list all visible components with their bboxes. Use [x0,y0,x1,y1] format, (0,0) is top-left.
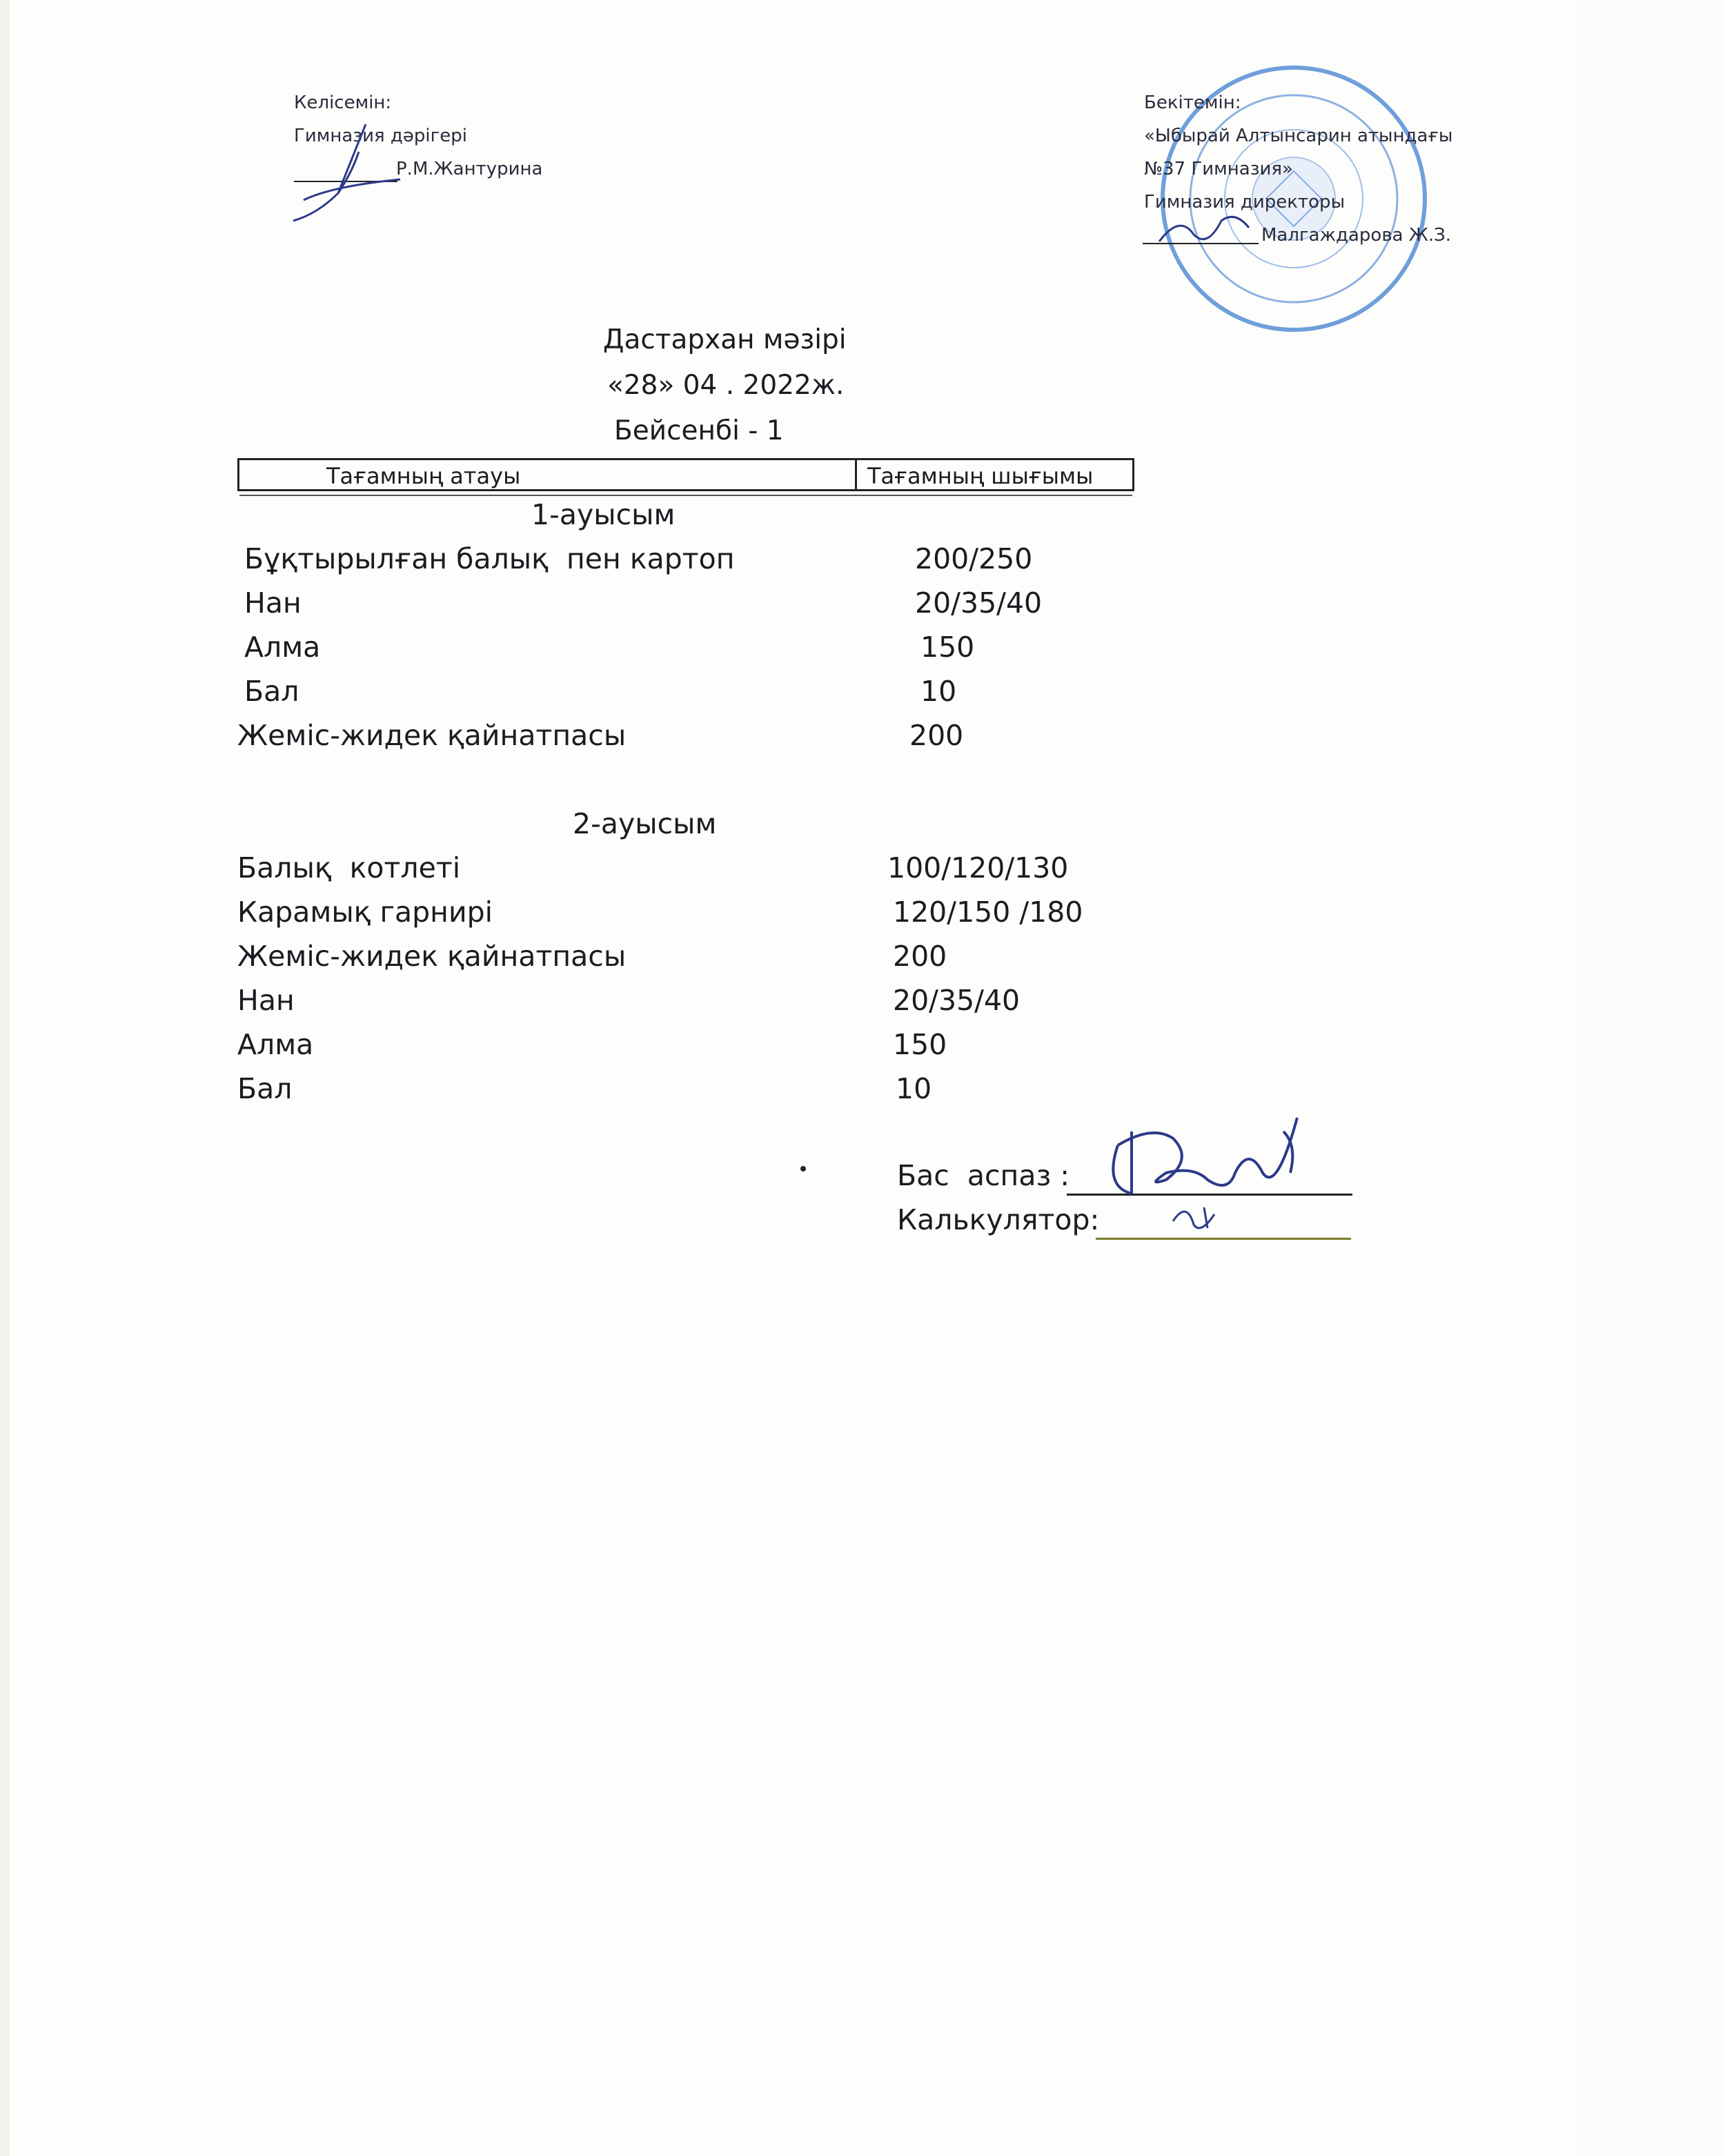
dish-name: Нан [237,984,295,1017]
dish-yield: 150 [893,1028,947,1061]
calculator-label: Калькулятор: [897,1203,1100,1236]
dish-name: Жеміс-жидек қайнатпасы [237,940,627,973]
dish-yield: 100/120/130 [887,851,1069,884]
approval-left-label: Келісемін: [294,92,392,113]
column-name-header: Тағамның атауы [326,463,521,489]
shift1-title: 1-ауысым [531,498,676,531]
column-yield-header: Тағамның шығымы [867,463,1094,489]
calculator-sign-line [1096,1238,1351,1240]
approval-right-org: «Ыбырай Алтынсарин атындағы [1144,126,1453,146]
scan-edge-right [1577,0,1725,2156]
dish-yield: 200/250 [915,542,1033,575]
table-underline [239,495,1132,496]
approval-right-org2: №37 Гимназия» [1144,159,1293,179]
approval-left-name: Р.М.Жантурина [396,159,543,179]
dish-yield: 200 [909,719,964,752]
menu-title: Дастархан мәзірі [603,324,847,355]
dish-yield: 20/35/40 [893,984,1021,1017]
doctor-signature [290,110,414,235]
dish-yield: 20/35/40 [915,586,1043,620]
dish-name: Карамық гарнирі [237,896,493,929]
dish-name: Алма [244,631,321,664]
dish-name: Жеміс-жидек қайнатпасы [237,719,627,752]
shift2-title: 2-ауысым [573,807,717,840]
table-header [237,458,1134,491]
dish-name: Бал [237,1072,293,1105]
chef-signature [1090,1104,1325,1207]
approval-right-name: Малгаждарова Ж.З. [1261,225,1452,246]
dish-name: Алма [237,1028,314,1061]
dish-yield: 10 [896,1072,932,1105]
chef-label: Бас аспаз : [897,1159,1070,1192]
approval-left-role: Гимназия дәрігері [294,126,468,146]
dish-name: Нан [244,586,302,620]
dish-yield: 150 [920,631,975,664]
menu-date: «28» 04 . 2022ж. [607,370,845,401]
calculator-signature [1166,1194,1235,1235]
dish-yield: 10 [920,675,957,708]
menu-day: Бейсенбі - 1 [614,415,784,446]
dish-name: Бал [244,675,299,708]
ink-dot [800,1166,806,1171]
director-signature [1152,207,1256,248]
approval-right-label: Бекітемін: [1144,92,1241,113]
scan-edge-left [0,0,10,2156]
dish-yield: 120/150 /180 [893,896,1083,929]
dish-name: Бұқтырылған балық пен картоп [244,542,735,575]
dish-name: Балық котлеті [237,851,461,884]
approval-right-role: Гимназия директоры [1144,192,1346,212]
table-divider [855,460,857,489]
dish-yield: 200 [893,940,947,973]
